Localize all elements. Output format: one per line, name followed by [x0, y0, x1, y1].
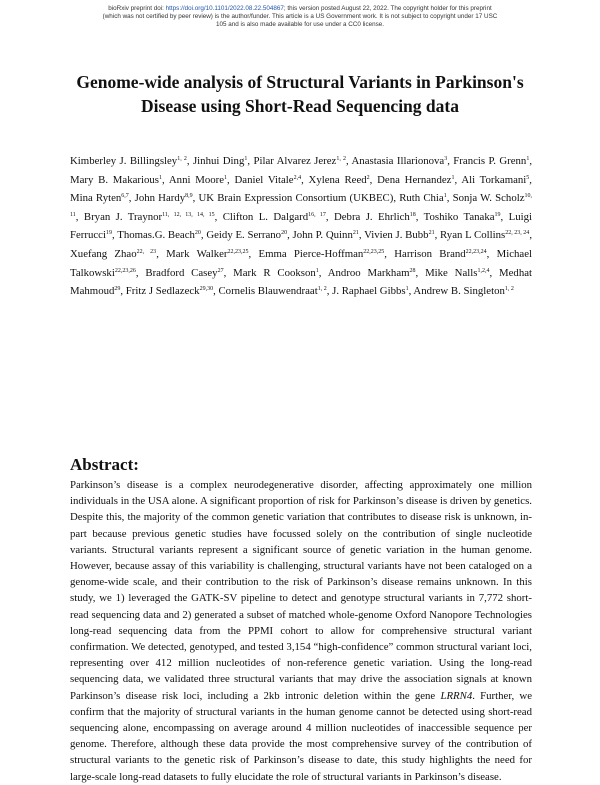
author [135, 192, 193, 204]
author [328, 267, 416, 279]
author [145, 267, 223, 279]
author-affiliation: 3 [444, 156, 448, 162]
author-affiliation: 22,23,24 [465, 248, 487, 255]
author-affiliation: 21 [428, 230, 435, 237]
author [440, 229, 529, 241]
abstract-text [70, 477, 532, 785]
preprint-doi-label: bioRxiv preprint doi: [108, 5, 166, 12]
author-affiliation: 18 [409, 211, 416, 218]
author-affiliation: 1 [159, 174, 162, 181]
author-name: Anni Moore [168, 173, 225, 186]
author-name: Cornelis Blauwendraat [218, 285, 318, 298]
author-affiliation: 22,23,25 [227, 248, 249, 255]
author-name: Geidy E. Serrano [206, 229, 282, 242]
author-name: Xylena Reed [308, 173, 367, 186]
author-affiliation: 22,23,25 [363, 248, 385, 255]
author-name: Clifton L. Dalgard [222, 210, 309, 223]
preprint-notice-line-3: 105 and is also made available for use under a CC0 license. [215, 21, 385, 28]
author-name: Daniel Vitale [234, 173, 294, 186]
author-name: Ali Torkamani [461, 173, 527, 186]
author-name: Mina Ryten [70, 192, 122, 205]
author [413, 285, 513, 297]
author [399, 192, 447, 204]
author-affiliation: 19 [105, 230, 112, 237]
author-affiliation: 11, 12, 13, 14, 15 [162, 211, 215, 218]
author-name: Androo Markham [327, 266, 410, 279]
abstract-text-part-2: . Further, we confirm that the majority of structural variants in the human genome cannot be detected using short-read sequencing alone, encompassing on average around 4 million nucleotides of inaccessible sequence per genome. Therefore, although these data provide the most comprehensive survey of the contribution of structural variants to the genetic risk of Parkinson’s disease to date, this study highlights the need for large-scale long-read datasets to fully elucidate the role of structural variants in Parkinson’s disease. [70, 689, 532, 783]
author [193, 155, 247, 167]
gene-name: LRRN4 [440, 689, 473, 702]
author [206, 229, 287, 241]
author-affiliation: 20 [281, 230, 288, 237]
author-name: Jinhui Ding [192, 155, 245, 167]
author-affiliation: 20 [194, 230, 201, 237]
author-affiliation: 1 [244, 156, 248, 162]
author [425, 267, 489, 279]
author-name: Francis P. Grenn [453, 155, 527, 167]
author-affiliation: 5 [526, 174, 530, 181]
author-affiliation: 28 [409, 267, 416, 274]
author-affiliation: 2,4 [293, 174, 302, 181]
author-affiliation: 22, 23 [136, 248, 157, 255]
author-affiliation: 1, 2 [317, 286, 327, 293]
author-affiliation: 1 [315, 267, 319, 274]
author-name: Mike Nalls [425, 266, 478, 279]
preprint-notice-line-1 [20, 5, 580, 13]
preprint-posted-text: ; this version posted August 22, 2022. The copyright holder for this preprint [283, 5, 492, 12]
author [70, 248, 156, 260]
author-affiliation: 8,9 [185, 193, 193, 200]
abstract-heading: Abstract: [70, 455, 139, 474]
author [352, 155, 448, 167]
author [424, 211, 501, 223]
author-name: Toshiko Tanaka [423, 210, 495, 223]
author-affiliation: 1, 2 [504, 286, 514, 293]
author-affiliation: 19 [494, 211, 501, 218]
author [394, 248, 486, 260]
author-name: Bradford Casey [145, 266, 218, 279]
author [126, 285, 213, 297]
author-name: Andrew B. Singleton [413, 285, 505, 298]
author-affiliation: 1 [224, 174, 228, 181]
author-name: Xuefang Zhao [70, 247, 137, 260]
author [84, 211, 215, 223]
author-name: Ryan L Collins [440, 229, 506, 242]
author [169, 174, 227, 186]
author-affiliation: 27 [217, 267, 224, 274]
author-name: Bryan J. Traynor [83, 210, 163, 223]
author [70, 192, 129, 204]
author-name: Michael Talkowski [70, 247, 533, 279]
abstract-text-part-1: Parkinson’s disease is a complex neurodegenerative disorder, affecting approximately one million individuals in the USA alone. A significant proportion of risk for Parkinson’s disease is driven by genetics. Despite this, the majority of the common genetic variation that contributes to disease risk is unknown, in-part because previous genetic studies have focussed solely on the contribution of single nucleotide variants. Structural variants represent a significant source of genetic variation in the human genome. However, because assay of this variability is challenging, structural variants have not been cataloged on a genome-wide scale, and their contribution to the risk of Parkinson’s disease remains unknown. In this study, we 1) leveraged the GATK-SV pipeline to detect and genotype structural variants in 7,772 short-read sequencing data and 2) generated a subset of matched whole-genome Oxford Nanopore Technologies long-read sequencing data from the PPMI cohort to allow for comprehensive structural variant confirmation. We detected, genotyped, and tested 3,154 “high-confidence” common structural variant loci, representing over 412 million nucleotides of non-reference genetic variation. Using the long-read sequencing data, we validated three structural variants that may drive the association signals at known Parkinson’s disease risk loci, including a 2kb intronic deletion within the gene [70, 479, 532, 702]
author [198, 192, 393, 204]
author [166, 248, 248, 260]
author [258, 248, 384, 260]
author-affiliation: 1 [443, 193, 447, 200]
author-affiliation: 16, 17 [308, 211, 326, 218]
paper-title-line-2: Disease using Short-Read Sequencing data [141, 96, 459, 116]
paper-title-line-1: Genome-wide analysis of Structural Variants in Parkinson's [76, 72, 524, 92]
author-affiliation: 6,7 [121, 193, 129, 200]
author-name: John Hardy [134, 192, 186, 205]
paper-title [60, 70, 540, 118]
author-name: Fritz J Sedlazeck [125, 285, 200, 298]
author [70, 155, 187, 167]
author-name: Anastasia Illarionova [351, 155, 445, 167]
author-name: Mark R Cookson [233, 266, 316, 279]
author-name: Emma Pierce-Hoffman [258, 247, 364, 260]
author-name: Harrison Brand [394, 247, 466, 260]
author-name: UK Brain Expression Consortium (UKBEC) [198, 192, 394, 205]
doi-link[interactable]: https://doi.org/10.1101/2022.08.22.504867 [165, 5, 284, 12]
author [218, 285, 326, 297]
author [364, 229, 435, 241]
author-affiliation: 1, 2 [177, 156, 187, 162]
author-name: Dena Hernandez [377, 173, 452, 186]
author-affiliation: 1 [451, 174, 455, 181]
author-list: Kimberley J. Billingsley$^{1, 2}$, Jinhui Ding$^1$, Pilar Alvarez Jerez$^{1, 2}$, Anastasia Illarionova$^3$, Francis P. Grenn$^1$, Mary B. Makarious$^1$, Anni Moore$^1$, Daniel Vitale$^{2,4}$, Xylena Reed$^2$, Dena Hernandez$^1$, Ali Torkamani$^5$, Mina Ryten$^{6,7}$, John Hardy$^{8,9}$, UK Brain Expression Consortium (UKBEC), Ruth Chia$^1$, Sonja W. Scholz$^{10, 11}$, Bryan J. Traynor$^{11, 12, 13, 14, 15}$, Clifton L. Dalgard$^{16, 17}$, Debra J. Ehrlich$^{18}$, Toshiko Tanaka$^{19}$, Luigi Ferrucci$^{19}$, Thomas.G. Beach$^{20}$, Geidy E. Serrano$^{20}$, John P. Quinn$^{21}$, Vivien J. Bubb$^{21}$, Ryan L Collins$^{22, 23, 24}$, Xuefang Zhao$^{22, 23}$, Mark Walker$^{22,23,25}$, Emma Pierce-Hoffman$^{22,23,25}$, Harrison Brand$^{22,23,24}$, Michael Talkowski$^{22,23,26}$, Bradford Casey$^{27}$, Mark R Cookson$^1$, Androo Markham$^{28}$, Mike Nalls$^{1,2,4}$, Medhat Mahmoud$^{29}$, Fritz J Sedlazeck$^{29,30}$, Cornelis Blauwendraat$^{1, 2}$, J. Raphael Gibbs$^1$, Andrew B. Singleton$^{1, 2}$ [70, 155, 533, 298]
preprint-notice-line-2: (which was not certified by peer review) is the author/funder. This article is a US Government work. It is not subject to copyright under 17 USC [102, 13, 498, 20]
author-name: Mary B. Makarious [70, 173, 159, 186]
author-affiliation: 1 [526, 156, 530, 162]
preprint-notice [20, 5, 580, 29]
author [234, 174, 301, 186]
author [253, 155, 346, 167]
author-affiliation: 29,30 [199, 286, 214, 293]
author-name: Kimberley J. Billingsley [70, 155, 178, 167]
author [334, 211, 416, 223]
author-affiliation: 2 [366, 174, 370, 181]
author [293, 229, 359, 241]
author-affiliation: 29 [114, 286, 121, 293]
author-name: Pilar Alvarez Jerez [253, 155, 337, 167]
author-name: Medhat Mahmoud [70, 266, 533, 298]
author-name: Thomas.G. Beach [117, 229, 195, 242]
author [233, 267, 319, 279]
author-affiliation: 10, 11 [70, 193, 533, 218]
author-affiliation: 22, 23, 24 [505, 230, 530, 237]
author-name: Ruth Chia [399, 192, 444, 205]
author-name: Vivien J. Bubb [364, 229, 429, 242]
author-affiliation: 22,23,26 [114, 267, 136, 274]
author [117, 229, 201, 241]
author-affiliation: 1, 2 [336, 156, 347, 162]
author [332, 285, 408, 297]
author-name: Luigi Ferrucci [70, 210, 533, 242]
author [309, 174, 370, 186]
author [223, 211, 326, 223]
author [453, 155, 529, 167]
author-affiliation: 1 [405, 286, 409, 293]
author-name: Mark Walker [166, 247, 228, 260]
author-name: J. Raphael Gibbs [332, 285, 406, 298]
author-name: John P. Quinn [292, 229, 353, 242]
author [70, 174, 162, 186]
author [461, 174, 529, 186]
author-name: Debra J. Ehrlich [333, 210, 410, 223]
author-affiliation: 21 [352, 230, 359, 237]
author-name: Sonja W. Scholz [452, 192, 525, 205]
author [377, 174, 454, 186]
author-affiliation: 1,2,4 [477, 267, 490, 274]
